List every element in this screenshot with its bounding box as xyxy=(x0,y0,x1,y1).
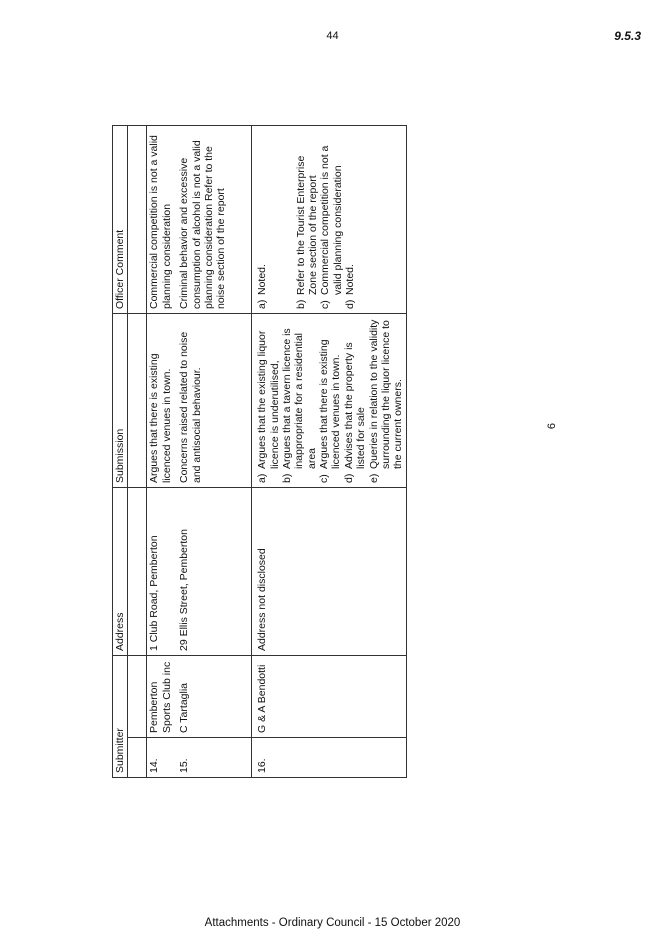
list-letter: e) xyxy=(367,473,380,483)
agenda-item-ref: 9.5.3 xyxy=(614,29,641,43)
list-item xyxy=(295,130,320,309)
rotated-table-container xyxy=(112,126,458,778)
spacer-cell xyxy=(128,314,147,488)
list-text: Queries in relation to the validity surrounding the liquor licence to the current owners. xyxy=(367,319,405,469)
officer-comment: Criminal behavior and excessive consumption of alcohol is not a valid planning consideration Refer to the noise section of the report xyxy=(174,126,252,314)
list-text: Argues that the existing liquor licence is underutilised, xyxy=(256,330,281,469)
list-text: Commercial competition is not a valid planning consideration xyxy=(319,145,344,295)
submission-list-cell xyxy=(252,314,407,488)
spacer-cell xyxy=(128,738,147,778)
row-number: 15. xyxy=(174,738,252,778)
submissions-table-frame xyxy=(112,126,458,778)
header-submitter: Submitter xyxy=(113,656,128,778)
list-letter: c) xyxy=(319,300,332,309)
list-item xyxy=(256,130,268,309)
list-text: Noted. xyxy=(344,264,356,295)
list-text: Argues that there is existing licenced venues in town. xyxy=(318,339,343,469)
header-officer-comment: Officer Comment xyxy=(113,126,128,314)
row-number: 16. xyxy=(252,738,407,778)
table-row xyxy=(252,126,407,778)
list-letter: d) xyxy=(342,473,355,483)
list-letter: c) xyxy=(318,474,330,483)
page-footer: Attachments - Ordinary Council - 15 October 2020 xyxy=(204,917,461,929)
list-item xyxy=(281,318,318,483)
table-spacer-row xyxy=(128,126,147,778)
sheet-number: 6 xyxy=(546,422,559,430)
table-row xyxy=(174,126,252,778)
list-spacer xyxy=(269,130,295,309)
list-letter: b) xyxy=(280,473,293,483)
list-text: Noted. xyxy=(256,264,269,295)
spacer-cell xyxy=(128,656,147,738)
list-letter: a) xyxy=(256,299,269,309)
list-item xyxy=(344,130,356,309)
submitter-name: C Tartaglia xyxy=(174,656,252,738)
comment-list-cell xyxy=(252,126,407,314)
submitter-address: 1 Club Road, Pemberton xyxy=(147,488,174,656)
list-item xyxy=(256,318,281,483)
submitter-address: Address not disclosed xyxy=(252,488,407,656)
officer-comment: Commercial competition is not a valid planning consideration xyxy=(147,126,174,314)
submission-list xyxy=(256,318,405,483)
list-text: Refer to the Tourist Enterprise Zone section of the report xyxy=(294,155,319,295)
submitter-name: G & A Bendotti xyxy=(252,656,407,738)
list-item xyxy=(319,130,344,309)
table-row xyxy=(147,126,174,778)
list-text: Argues that a tavern licence is inappropriate for a residential area xyxy=(280,328,318,469)
page-number: 44 xyxy=(326,30,339,42)
spacer-cell xyxy=(128,488,147,656)
header-address: Address xyxy=(113,488,128,656)
spacer-cell xyxy=(128,126,147,314)
list-item xyxy=(318,318,343,483)
list-text: Advises that the property is listed for sale xyxy=(342,342,368,469)
row-number: 14. xyxy=(147,738,174,778)
list-letter: d) xyxy=(344,299,356,309)
comment-list xyxy=(256,130,356,309)
submissions-table xyxy=(112,125,407,778)
list-letter: b) xyxy=(294,299,307,309)
submission-text: Argues that there is existing licenced venues in town. xyxy=(147,314,174,488)
table-header-row xyxy=(113,126,128,778)
list-letter: a) xyxy=(256,473,269,483)
submitter-name: Pemberton Sports Club inc xyxy=(147,656,174,738)
submission-text: Concerns raised related to noise and antisocial behaviour. xyxy=(174,314,252,488)
list-item xyxy=(343,318,368,483)
header-submission: Submission xyxy=(113,314,128,488)
list-item xyxy=(368,318,405,483)
submitter-address: 29 Ellis Street, Pemberton xyxy=(174,488,252,656)
